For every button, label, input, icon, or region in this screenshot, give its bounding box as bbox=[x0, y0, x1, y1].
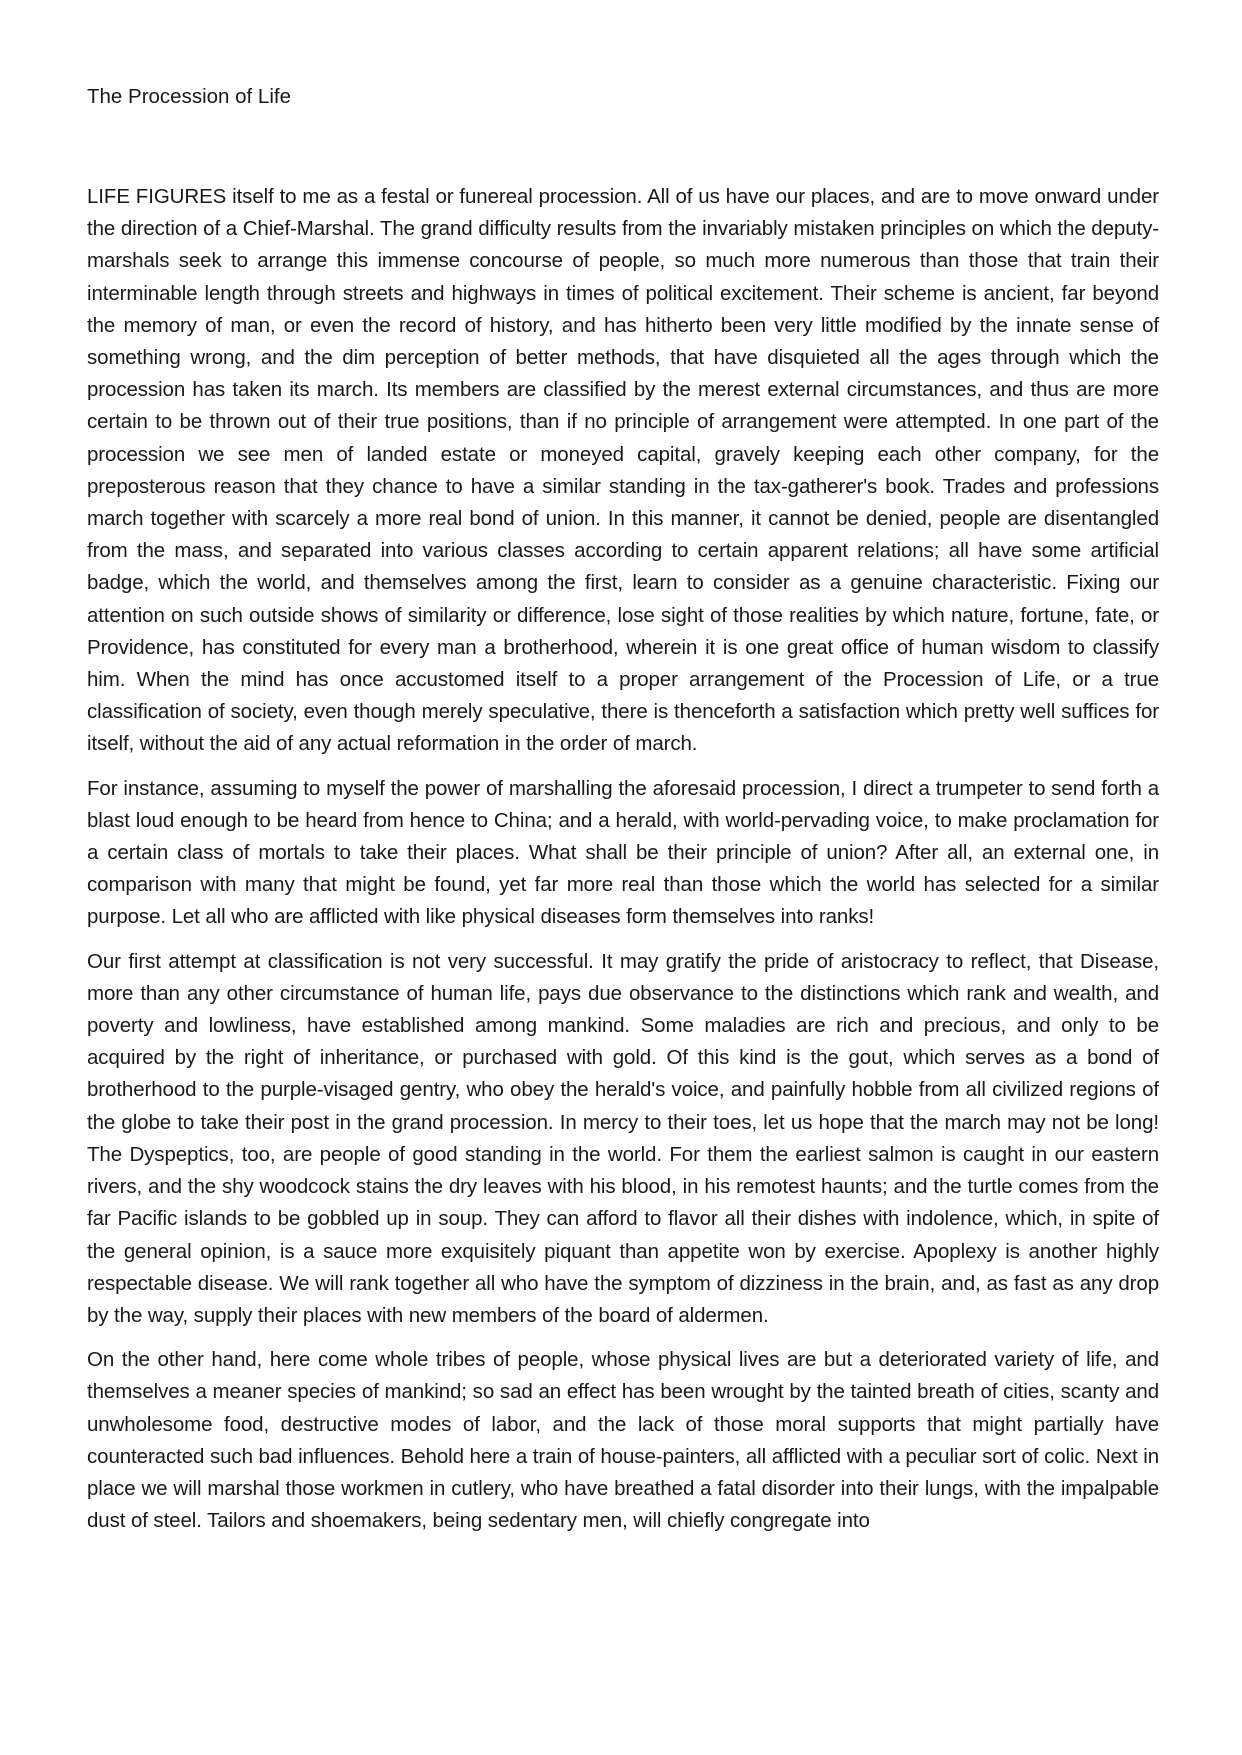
paragraph-1: LIFE FIGURES itself to me as a festal or funereal procession. All of us have our places, and are to move onward under the direction of a Chief-Marshal. The grand difficulty results from the invariably mistaken principles on which the deputy-marshals seek to arrange this immense concourse of people, so much more numerous than those that train their interminable length through streets and highways in times of political excitement. Their scheme is ancient, far beyond the memory of man, or even the record of history, and has hitherto been very little modified by the innate sense of something wrong, and the dim perception of better methods, that have disquieted all the ages through which the procession has taken its march. Its members are classified by the merest external circumstances, and thus are more certain to be thrown out of their true positions, than if no principle of arrangement were attempted. In one part of the procession we see men of landed estate or moneyed capital, gravely keeping each other company, for the preposterous reason that they chance to have a similar standing in the tax-gatherer's book. Trades and professions march together with scarcely a more real bond of union. In this manner, it cannot be denied, people are disentangled from the mass, and separated into various classes according to certain apparent relations; all have some artificial badge, which the world, and themselves among the first, learn to consider as a genuine characteristic. Fixing our attention on such outside shows of similarity or difference, lose sight of those realities by which nature, fortune, fate, or Providence, has constituted for every man a brotherhood, wherein it is one great office of human wisdom to classify him. When the mind has once accustomed itself to a proper arrangement of the Procession of Life, or a true classification of society, even though merely speculative, there is thenceforth a satisfaction which pretty well suffices for itself, without the aid of any actual reformation in the order of march. bbox=[87, 185, 1159, 756]
paragraph-3: Our first attempt at classification is not very successful. It may gratify the pride of aristocracy to reflect, that Disease, more than any other circumstance of human life, pays due observance to the distinctions which rank and wealth, and poverty and lowliness, have established among mankind. Some maladies are rich and precious, and only to be acquired by the right of inheritance, or purchased with gold. Of this kind is the gout, which serves as a bond of brotherhood to the purple-visaged gentry, who obey the herald's voice, and painfully hobble from all civilized regions of the globe to take their post in the grand procession. In mercy to their toes, let us hope that the march may not be long! The Dyspeptics, too, are people of good standing in the world. For them the earliest salmon is caught in our eastern rivers, and the shy woodcock stains the dry leaves with his blood, in his remotest haunts; and the turtle comes from the far Pacific islands to be gobbled up in soup. They can afford to flavor all their dishes with indolence, which, in spite of the general opinion, is a sauce more exquisitely piquant than appetite won by exercise. Apoplexy is another highly respectable disease. We will rank together all who have the symptom of dizziness in the brain, and, as fast as any drop by the way, supply their places with new members of the board of aldermen. bbox=[87, 949, 1159, 1327]
document-page bbox=[87, 85, 1159, 1549]
paragraph-2: For instance, assuming to myself the power of marshalling the aforesaid procession, I direct a trumpeter to send forth a blast loud enough to be heard from hence to China; and a herald, with world-pervading voice, to make proclamation for a certain class of mortals to take their places. What shall be their principle of union? After all, an external one, in comparison with many that might be found, yet far more real than those which the world has selected for a similar purpose. Let all who are afflicted with like physical diseases form themselves into ranks! bbox=[87, 776, 1159, 929]
document-title: The Procession of Life bbox=[87, 85, 291, 108]
paragraph-4: On the other hand, here come whole tribes of people, whose physical lives are but a deteriorated variety of life, and themselves a meaner species of mankind; so sad an effect has been wrought by the tainted breath of cities, scanty and unwholesome food, destructive modes of labor, and the lack of those moral supports that might partially have counteracted such bad influences. Behold here a train of house-painters, all afflicted with a peculiar sort of colic. Next in place we will marshal those workmen in cutlery, who have breathed a fatal disorder into their lungs, with the impalpable dust of steel. Tailors and shoemakers, being sedentary men, will chiefly congregate into bbox=[87, 1348, 1159, 1533]
